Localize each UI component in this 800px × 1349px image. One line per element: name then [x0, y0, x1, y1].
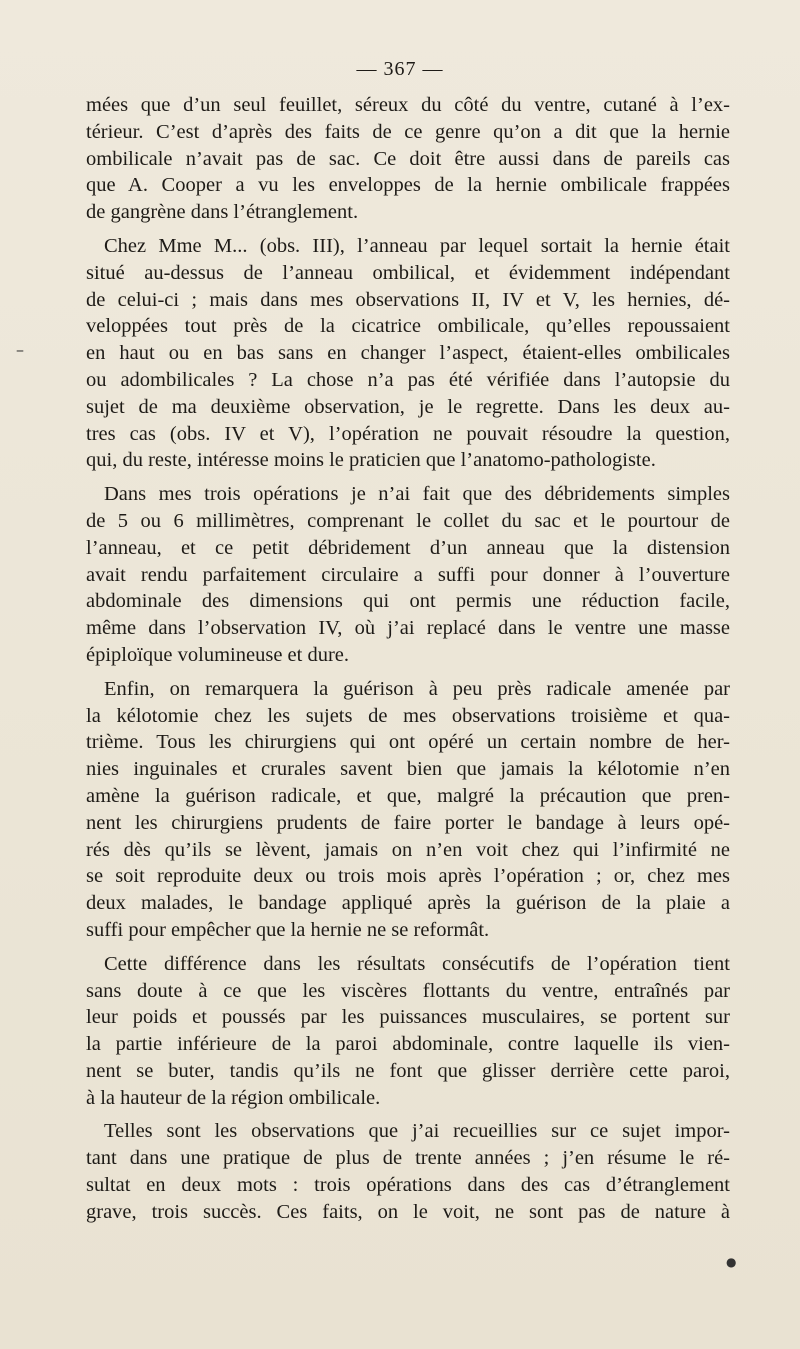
text-line: de gangrène dans l’étranglement. [86, 201, 359, 224]
text-line: leur poids et poussés par les puissances musculaires, se portent sur [86, 1006, 730, 1029]
text-line: mées que d’un seul feuillet, séreux du côté du ventre, cutané à l’ex- [86, 94, 730, 116]
text-line: qui, du reste, intéresse moins le praticien que l’anatomo-pathologiste. [86, 449, 656, 472]
text-line: amène la guérison radicale, et que, malgré la précaution que pren- [86, 784, 730, 807]
text-line: tant dans une pratique de plus de trente années ; j’en résume le ré- [86, 1147, 730, 1170]
paragraph [86, 1118, 730, 1225]
paragraph [86, 233, 730, 474]
text-line: térieur. C’est d’après des faits de ce genre qu’on a dit que la hernie [86, 120, 730, 143]
text-line: rés dès qu’ils se lèvent, jamais on n’en voit chez qui l’infirmité ne [86, 838, 730, 861]
text-line: épiploïque volumineuse et dure. [86, 643, 350, 666]
text-line: ou adombilicales ? La chose n’a pas été vérifiée dans l’autopsie du [86, 368, 730, 391]
text-line: veloppées tout près de la cicatrice ombilicale, qu’elles repoussaient [86, 315, 730, 338]
text-line: la partie inférieure de la paroi abdominale, contre laquelle ils vien- [86, 1033, 730, 1056]
text-line: Cette différence dans les résultats consécutifs de l’opération tient [104, 952, 730, 975]
text-line: situé au-dessus de l’anneau ombilical, et évidemment indépendant [86, 261, 730, 284]
text-line: de 5 ou 6 millimètres, comprenant le collet du sac et le pourtour de [86, 509, 730, 532]
paragraph [86, 951, 730, 1112]
text-line: ombilicale n’avait pas de sac. Ce doit être aussi dans de pareils cas [86, 147, 730, 170]
paragraph [86, 92, 730, 226]
paragraph [86, 676, 730, 944]
text-line: Chez Mme M... (obs. III), l’anneau par lequel sortait la hernie était [104, 234, 730, 257]
text-line: abdominale des dimensions qui ont permis une réduction facile, [86, 590, 730, 613]
body-text [86, 92, 730, 1233]
text-line: à la hauteur de la région ombilicale. [86, 1086, 381, 1109]
text-line: suffi pour empêcher que la hernie ne se reformât. [86, 918, 490, 941]
text-line: grave, trois succès. Ces faits, on le voit, ne sont pas de nature à [86, 1200, 730, 1223]
text-line: Dans mes trois opérations je n’ai fait que des débridements simples [104, 483, 730, 506]
text-line: nent se buter, tandis qu’ils ne font que glisser derrière cette paroi, [86, 1059, 730, 1082]
text-line: que A. Cooper a vu les enveloppes de la hernie ombilicale frappées [86, 174, 730, 197]
text-line: sultat en deux mots : trois opérations dans des cas d’étranglement [86, 1174, 730, 1197]
text-line: nent les chirurgiens prudents de faire porter le bandage à leurs opé- [86, 811, 730, 834]
text-line: la kélotomie chez les sujets de mes observations troisième et qua- [86, 704, 730, 727]
text-line: sujet de ma deuxième observation, je le regrette. Dans les deux au- [86, 395, 730, 418]
text-line: Enfin, on remarquera la guérison à peu près radicale amenée par [104, 677, 730, 700]
text-line: en haut ou en bas sans en changer l’aspect, étaient-elles ombilicales [86, 342, 730, 365]
text-line: l’anneau, et ce petit débridement d’un anneau que la distension [86, 536, 730, 559]
text-line: se soit reproduite deux ou trois mois après l’opération ; or, chez mes [86, 865, 730, 888]
text-line: tres cas (obs. IV et V), l’opération ne pouvait résoudre la question, [86, 422, 730, 445]
paragraph [86, 481, 730, 669]
margin-dash-mark: – [16, 340, 24, 359]
page-number: — 367 — [356, 58, 444, 80]
text-line: même dans l’observation IV, où j’ai replacé dans le ventre une masse [86, 617, 730, 640]
ink-dot-mark: ● [726, 1255, 737, 1269]
text-line: trième. Tous les chirurgiens qui ont opéré un certain nombre de her- [86, 731, 730, 754]
text-line: deux malades, le bandage appliqué après la guérison de la plaie a [86, 892, 730, 915]
text-line: Telles sont les observations que j’ai recueillies sur ce sujet impor- [104, 1120, 730, 1143]
text-line: avait rendu parfaitement circulaire a suffi pour donner à l’ouverture [86, 563, 730, 586]
text-line: nies inguinales et crurales savent bien que jamais la kélotomie n’en [86, 758, 730, 781]
text-line: sans doute à ce que les viscères flottants du ventre, entraînés par [86, 979, 730, 1002]
text-line: de celui-ci ; mais dans mes observations II, IV et V, les hernies, dé- [86, 288, 730, 311]
